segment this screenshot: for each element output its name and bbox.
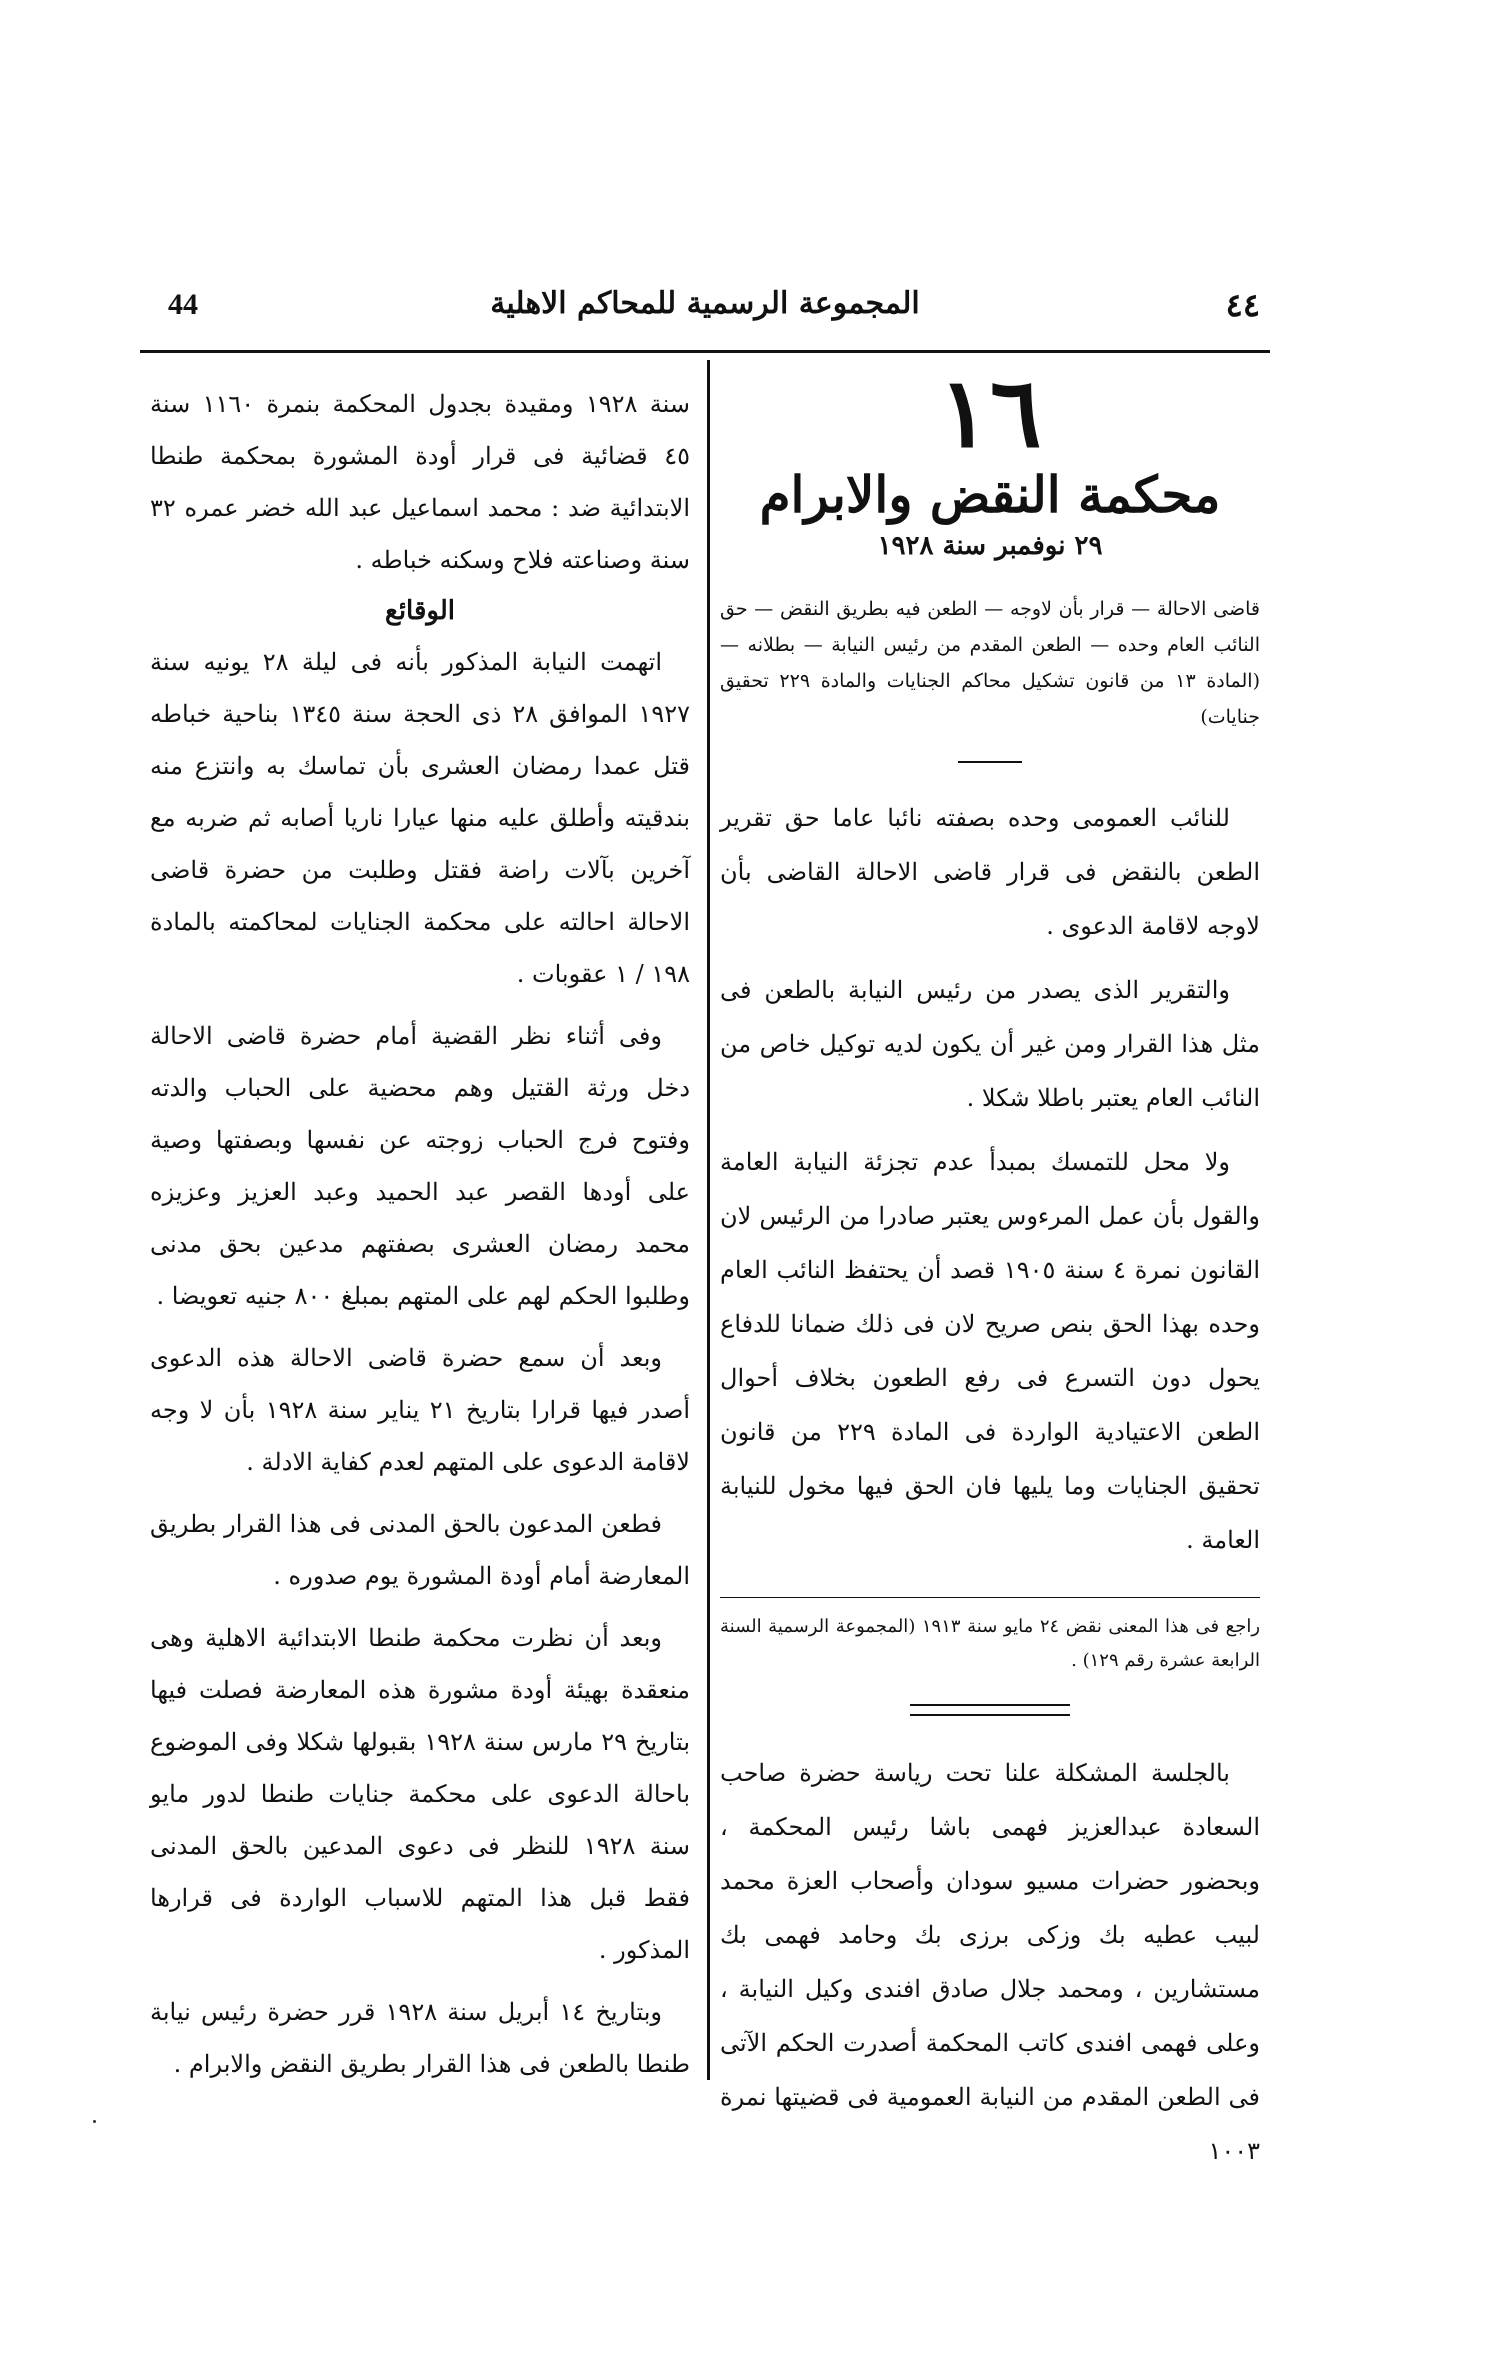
facts-paragraph: فطعن المدعون بالحق المدنى فى هذا القرار بطريق المعارضة أمام أودة المشورة يوم صدوره .	[150, 1510, 690, 1590]
headnote: قاضى الاحالة — قرار بأن لاوجه — الطعن فيه بطريق النقض — حق النائب العام وحده — الطعن المقدم من رئيس النيابة — بطلانه — (المادة ١٣ من قانون تشكيل محاكم الجنايات والمادة ٢٢٩ تحقيق جنايات)	[720, 598, 1260, 728]
intro-paragraph: سنة ١٩٢٨ ومقيدة بجدول المحكمة بنمرة ١١٦٠ سنة ٤٥ قضائية فى قرار أودة المشورة بمحكمة طنطا الابتدائية ضد : محمد اسماعيل عبد الله خضر عمره ٣٢ سنة وصناعته فلاح وسكنه خباطه .	[150, 390, 690, 574]
case-date: ٢٩ نوفمبر سنة ١٩٢٨	[877, 531, 1103, 561]
page-number-arabic: ٤٤	[1225, 286, 1260, 324]
footnote: راجع فى هذا المعنى نقض ٢٤ مايو سنة ١٩١٣ (المجموعة الرسمية السنة الرابعة عشرة رقم ١٢٩) .	[720, 1597, 1260, 1678]
ruling-paragraph: والتقرير الذى يصدر من رئيس النيابة بالطعن فى مثل هذا القرار ومن غير أن يكون لديه توكيل خاص من النائب العام يعتبر باطلا شكلا .	[720, 976, 1260, 1112]
section-title: الوقائع	[384, 596, 455, 626]
facts-paragraph: وبعد أن نظرت محكمة طنطا الابتدائية الاهلية وهى منعقدة بهيئة أودة مشورة هذه المعارضة فصلت فيها بتاريخ ٢٩ مارس سنة ١٩٢٨ بقبولها شكلا وفى الموضوع باحالة الدعوى على محكمة جنايات طنطا لدور مايو سنة ١٩٢٨ للنظر فى دعوى المدعين بالحق المدنى فقط قبل هذا المتهم للاسباب الواردة فى قرارها المذكور .	[150, 1624, 690, 1964]
facts-paragraph: وفى أثناء نظر القضية أمام حضرة قاضى الاحالة دخل ورثة القتيل وهم محضية على الحباب والدته وفتوح فرج الحباب زوجته عن نفسها وبصفتها وصية على أودها القصر عبد الحميد وعبد العزيز وعزيزه محمد رمضان العشرى بصفتهم مدعين بحق مدنى وطلبوا الحكم لهم على المتهم بمبلغ ٨٠٠ جنيه تعويضا .	[150, 1022, 690, 1310]
left-column	[150, 378, 690, 2100]
double-rule	[910, 1704, 1070, 1716]
column-divider	[707, 360, 710, 2080]
facts-paragraph: وبتاريخ ١٤ أبريل سنة ١٩٢٨ قرر حضرة رئيس نيابة طنطا بالطعن فى هذا القرار بطريق النقض والابرام .	[150, 1998, 690, 2078]
header-rule	[140, 350, 1270, 353]
page-header	[140, 280, 1270, 340]
ruling-paragraph: للنائب العمومى وحده بصفته نائبا عاما حق تقرير الطعن بالنقض فى قرار قاضى الاحالة القاضى بأن لاوجه لاقامة الدعوى .	[720, 804, 1260, 940]
ruling-paragraph: ولا محل للتمسك بمبدأ عدم تجزئة النيابة العامة والقول بأن عمل المرءوس يعتبر صادرا من الرئيس لان القانون نمرة ٤ سنة ١٩٠٥ قصد أن يحتفظ النائب العام وحده بهذا الحق بنص صريح لان فى ذلك ضمانا للدفاع يحول دون التسرع فى رفع الطعون بخلاف أحوال الطعن الاعتيادية الواردة فى المادة ٢٢٩ من قانون تحقيق الجنايات وما يليها فان الحق فيها مخول للنيابة العامة .	[720, 1148, 1261, 1554]
right-column	[720, 356, 1261, 2188]
facts-paragraph: وبعد أن سمع حضرة قاضى الاحالة هذه الدعوى أصدر فيها قرارا بتاريخ ٢١ يناير سنة ١٩٢٨ بأن لا وجه لاقامة الدعوى على المتهم لعدم كفاية الادلة .	[150, 1344, 691, 1476]
scan-speck	[93, 2120, 96, 2123]
short-rule	[958, 761, 1022, 763]
running-title: المجموعة الرسمية للمحاكم الاهلية	[490, 286, 920, 321]
facts-paragraph: اتهمت النيابة المذكور بأنه فى ليلة ٢٨ يونيه سنة ١٩٢٧ الموافق ٢٨ ذى الحجة سنة ١٣٤٥ بناحية خباطه قتل عمدا رمضان العشرى بأن تماسك به وانتزع منه بندقيته وأطلق عليه منها عيارا ناريا أصابه ثم ضربه مع آخرين بآلات راضة فقتل وطلبت من حضرة قاضى الاحالة احالته على محكمة الجنايات لمحاكمته بالمادة ١٩٨ / ١ عقوبات .	[150, 648, 690, 988]
page-number-latin: 44	[168, 288, 198, 321]
session-paragraph: بالجلسة المشكلة علنا تحت رياسة حضرة صاحب السعادة عبدالعزيز فهمى باشا رئيس المحكمة ، وبحضور حضرات مسيو سودان وأصحاب العزة محمد لبيب عطيه بك وزكى برزى بك وحامد فهمى بك مستشارين ، ومحمد جلال صادق افندى وكيل النيابة ، وعلى فهمى افندى كاتب المحكمة أصدرت الحكم الآتى فى الطعن المقدم من النيابة العمومية فى قضيتها نمرة ١٠٠٣	[720, 1759, 1260, 2165]
case-number: ١٦	[938, 356, 1042, 469]
court-name: محكمة النقض والابرام	[759, 465, 1221, 524]
